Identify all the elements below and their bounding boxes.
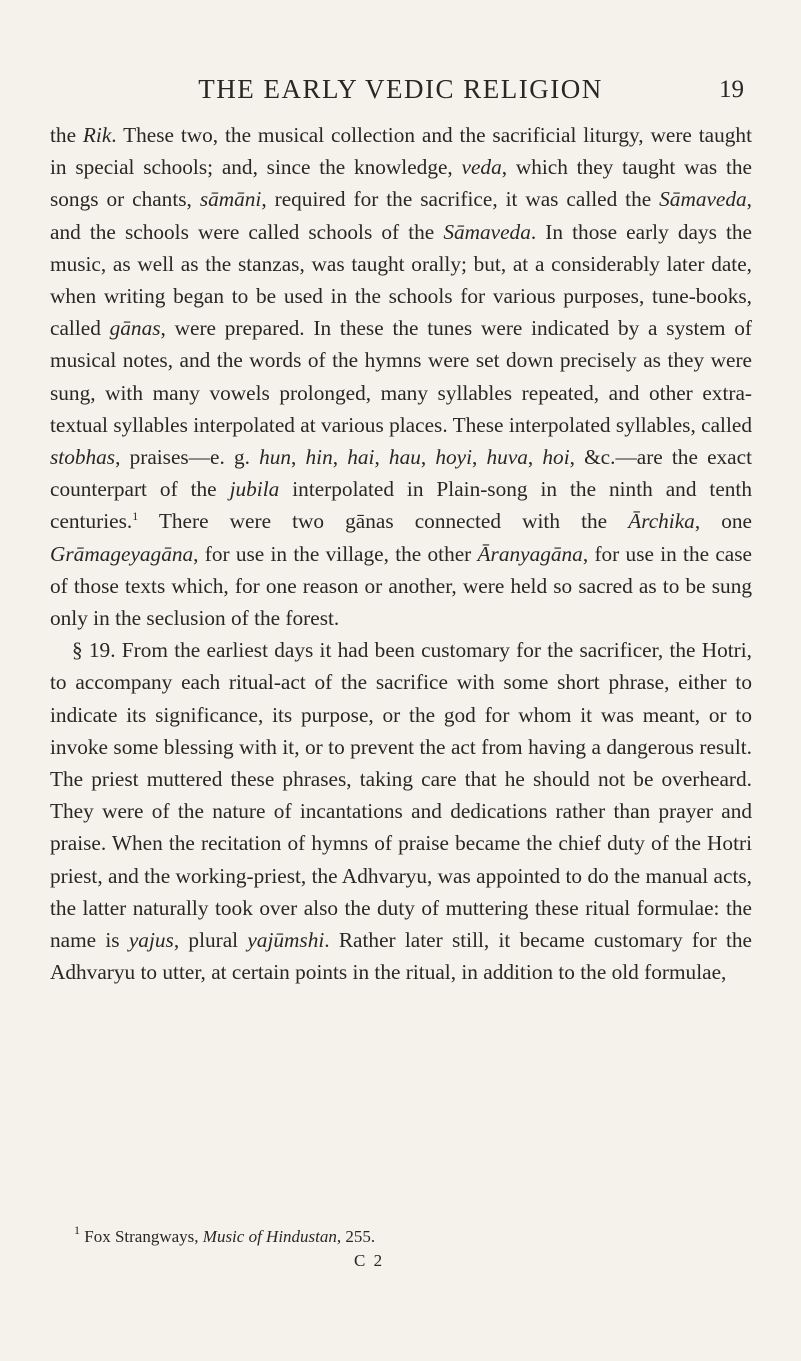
footnote [74,1223,754,1248]
text-run: , [420,445,436,470]
italic-term: veda [461,155,502,180]
italic-term: Grāmageyagāna [50,541,194,566]
italic-term: gānas [109,316,161,341]
text-run: There were two gānas connected with the [138,509,629,534]
text-run: , required for the sacrifice, it was called the [261,187,660,212]
text-run: , &c.—are the exact counterpart of the [50,445,752,502]
text-run: , which they taught was the songs or chants, [50,155,753,212]
paragraph [50,119,752,634]
italic-term: hoi [542,445,570,470]
italic-term: Āranyagāna [477,541,583,566]
text-run: , and the schools were called schools of the [50,187,752,244]
text-run: , for use in the village, the other [193,541,478,566]
italic-term: jubila [229,477,280,502]
text-run: the [50,123,83,147]
footnote-text-after: , 255. [336,1227,376,1246]
italic-term: hai [347,445,375,470]
page-number: 19 [719,76,744,103]
italic-term: Sāmaveda [443,219,531,244]
text-run: , were prepared. In these the tunes were indicated by a system of musical notes, and the words of the hymns were set down precisely as they were sung, with many vowels prolonged, many syllables repeated, and other extra-textual syllables interpolated at various places. These interpolated syllables, called [50,316,752,437]
text-run: interpolated in Plain-song in the ninth and tenth centuries. [50,477,753,534]
text-run: , for use in the case of those texts which, for one reason or another, were held so sacred as to be sung only in the seclusion of the forest. [50,541,752,631]
text-run: , plural [173,928,248,953]
footnote-text-before: Fox Strangways, [80,1227,203,1246]
running-title: THE EARLY VEDIC RELIGION [198,74,603,104]
italic-term: hau [388,445,421,470]
text-run: . Rather later still, it became customary for the Adhvaryu to utter, at certain points in the ritual, in addition to the old formulae, [50,928,752,985]
italic-term: Rik [82,123,112,147]
italic-term: stobhas [50,445,116,470]
text-run: , [527,445,543,470]
italic-term: sāmāni [199,187,262,212]
text-run: , [291,445,306,470]
italic-term: Ārchika [628,509,695,534]
text-run: § 19. From the earliest days it had been customary for the sacrificer, the Hotri, to accompany each ritual-act of the sacrifice with some short phrase, either to indicate its significance, its purpose, or the god for whom it was meant, or to invoke some blessing with it, or to prevent the act from having a dangerous result. The priest muttered these phrases, taking care that he should not be overheard. They were of the nature of incantations and dedications rather than prayer and praise. When the recitation of hymns of praise became the chief duty of the Hotri priest, and the working-priest, the Adhvaryu, was appointed to do the manual acts, the latter naturally took over also the duty of muttering these ritual formulae: the name is [50,638,752,953]
paragraph [50,634,752,988]
italic-term: hoyi [435,445,473,470]
italic-term: hun [259,445,292,470]
italic-term: hin [305,445,333,470]
text-run: . In those early days the music, as well as the stanzas, was taught orally; but, at a considerably later date, when writing began to be used in the schools for various purposes, tune-books, called [50,219,752,341]
signature-mark: C 2 [354,1251,385,1270]
body-text [50,119,752,988]
italic-term: huva [486,445,528,470]
text-run: , one [694,509,752,534]
text-run: , praises—e. g. [115,445,260,470]
italic-term: Sāmaveda [659,187,747,212]
text-run: , [472,445,487,470]
text-run: , [332,445,348,470]
footnote-reference: 1 [132,509,139,524]
italic-term: yajūmshi [247,928,325,953]
footnote-marker: 1 [74,1223,80,1237]
footnote-book-title: Music of Hindustan [202,1227,337,1246]
italic-term: yajus [128,928,174,953]
text-run: . These two, the musical collection and the sacrificial liturgy, were taught in special schools; and, since the knowledge, [50,123,752,180]
text-run: , [374,445,389,470]
